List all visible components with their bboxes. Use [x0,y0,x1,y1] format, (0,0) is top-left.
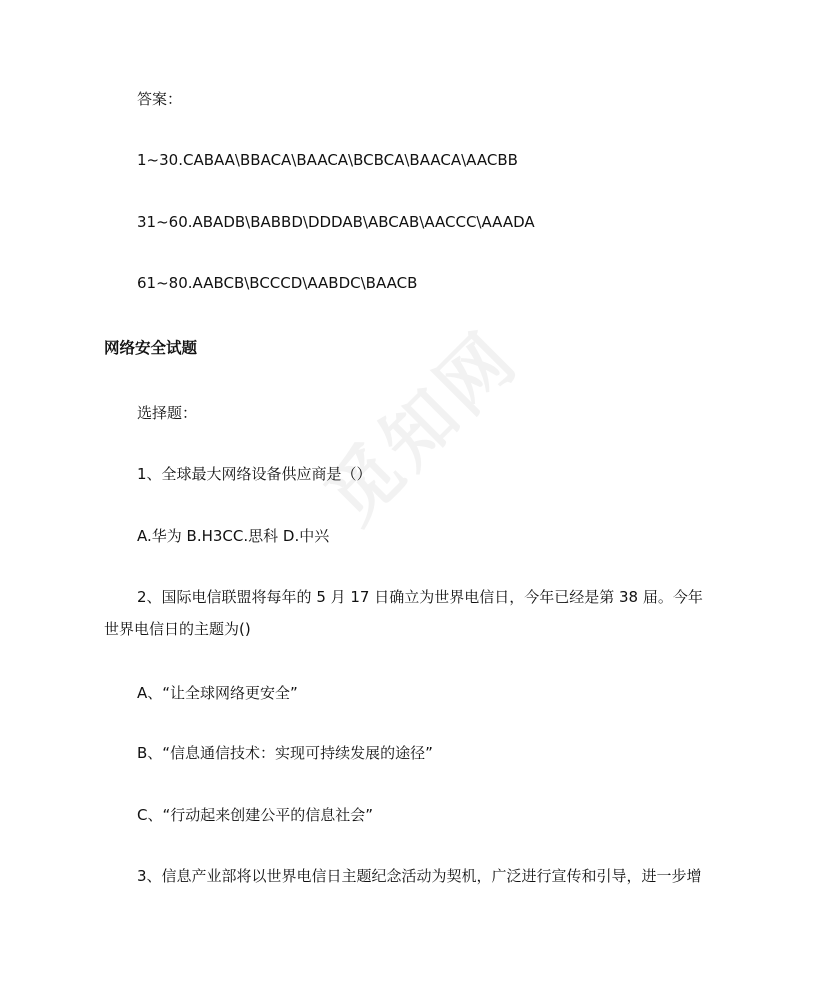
section-title: 网络安全试题 [104,339,198,357]
question-2-option-c: C、“行动起来创建公平的信息社会” [137,806,374,824]
watermark: 觅知网 [309,314,535,540]
question-2-stem-line-1: 2、国际电信联盟将每年的 5 月 17 日确立为世界电信日，今年已经是第 38 届。今年 [137,588,703,606]
answers-label: 答案： [137,90,183,108]
answer-line-3: 61~80.AABCB\BCCCD\AABDC\BAACB [137,274,418,292]
section-subtitle: 选择题： [137,404,198,422]
question-1-stem: 1、全球最大网络设备供应商是（） [137,465,372,483]
question-2-stem-line-2: 世界电信日的主题为() [104,620,251,638]
question-2-option-a: A、“让全球网络更安全” [137,684,298,702]
question-2-option-b: B、“信息通信技术：实现可持续发展的途径” [137,744,433,762]
answer-line-2: 31~60.ABADB\BABBD\DDDAB\ABCAB\AACCC\AAADA [137,213,535,231]
question-3-stem-line-1: 3、信息产业部将以世界电信日主题纪念活动为契机，广泛进行宣传和引导，进一步增 [137,867,702,885]
question-1-options: A.华为 B.H3CC.思科 D.中兴 [137,527,330,545]
answer-line-1: 1~30.CABAA\BBACA\BAACA\BCBCA\BAACA\AACBB [137,151,518,169]
